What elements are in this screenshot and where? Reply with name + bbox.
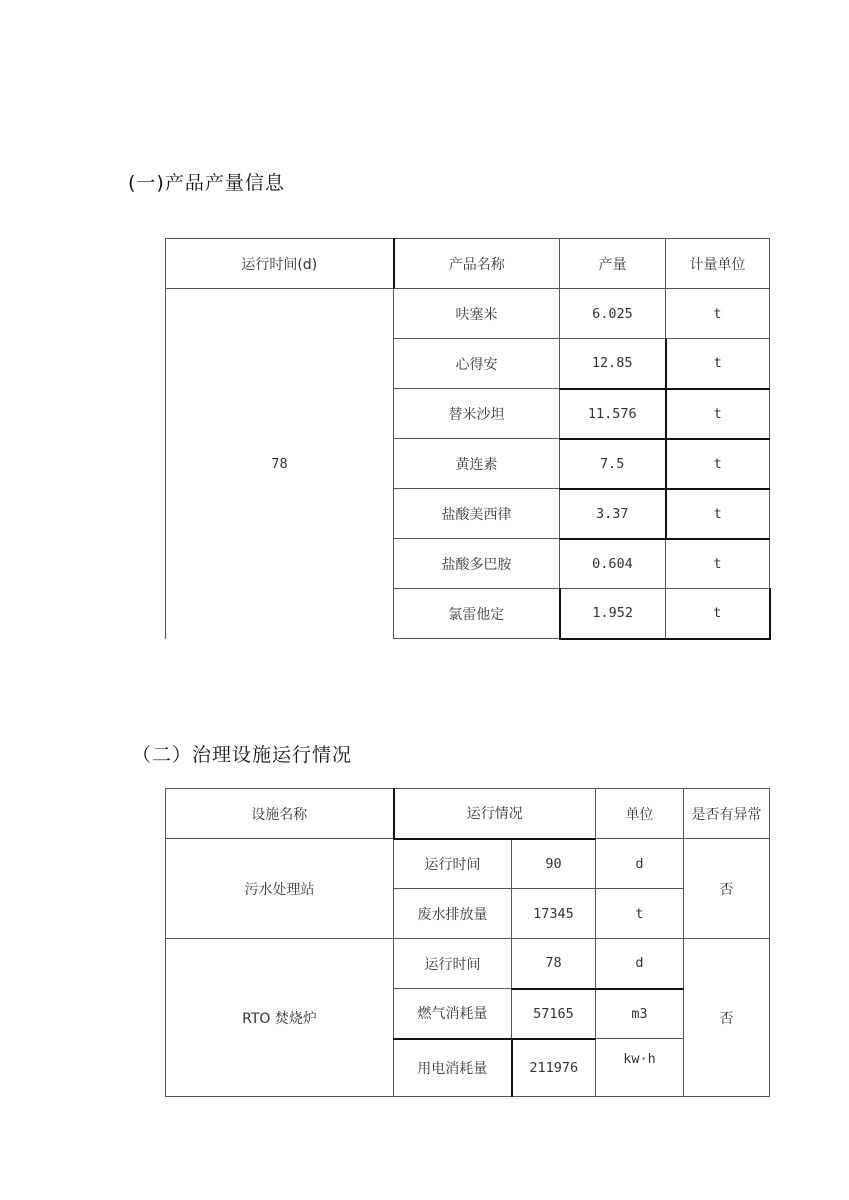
product-unit: t <box>666 389 770 439</box>
header-operation: 运行情况 <box>394 789 596 839</box>
header-facility-name: 设施名称 <box>166 789 394 839</box>
product-unit: t <box>666 539 770 589</box>
product-unit: t <box>666 589 770 639</box>
table-row <box>166 939 770 989</box>
facility-name: RTO 焚烧炉 <box>166 939 394 1097</box>
operation-label: 运行时间 <box>394 839 512 889</box>
operation-label: 燃气消耗量 <box>394 989 512 1039</box>
product-name: 心得安 <box>394 339 560 389</box>
table-row <box>166 289 770 339</box>
runtime-value: 78 <box>166 289 394 639</box>
product-name: 呋塞米 <box>394 289 560 339</box>
product-unit: t <box>666 289 770 339</box>
header-unit: 计量单位 <box>666 239 770 289</box>
abnormal-status: 否 <box>684 939 770 1097</box>
product-quantity: 3.37 <box>560 489 666 539</box>
product-output-table <box>165 238 771 640</box>
section2-title: （二）治理设施运行情况 <box>132 744 353 766</box>
header-abnormal: 是否有异常 <box>684 789 770 839</box>
operation-unit: d <box>596 939 684 989</box>
section1-title: (一)产品产量信息 <box>128 172 285 194</box>
product-name: 盐酸多巴胺 <box>394 539 560 589</box>
product-unit: t <box>666 339 770 389</box>
product-quantity: 6.025 <box>560 289 666 339</box>
header-runtime: 运行时间(d) <box>166 239 394 289</box>
product-quantity: 1.952 <box>560 589 666 639</box>
operation-unit: t <box>596 889 684 939</box>
operation-unit: d <box>596 839 684 889</box>
operation-unit: kw·h <box>596 1039 684 1097</box>
product-quantity: 11.576 <box>560 389 666 439</box>
product-name: 盐酸美西律 <box>394 489 560 539</box>
operation-unit: m3 <box>596 989 684 1039</box>
header-product-name: 产品名称 <box>394 239 560 289</box>
product-unit: t <box>666 439 770 489</box>
product-name: 氯雷他定 <box>394 589 560 639</box>
operation-value: 57165 <box>512 989 596 1039</box>
product-name: 黄连素 <box>394 439 560 489</box>
header-unit: 单位 <box>596 789 684 839</box>
operation-value: 78 <box>512 939 596 989</box>
table-header-row <box>166 789 770 839</box>
operation-value: 90 <box>512 839 596 889</box>
operation-value: 211976 <box>512 1039 596 1097</box>
facility-operation-table <box>165 788 770 1097</box>
product-name: 替米沙坦 <box>394 389 560 439</box>
product-quantity: 0.604 <box>560 539 666 589</box>
operation-label: 用电消耗量 <box>394 1039 512 1097</box>
operation-label: 废水排放量 <box>394 889 512 939</box>
product-unit: t <box>666 489 770 539</box>
abnormal-status: 否 <box>684 839 770 939</box>
table-header-row <box>166 239 770 289</box>
header-quantity: 产量 <box>560 239 666 289</box>
product-quantity: 7.5 <box>560 439 666 489</box>
table-row <box>166 839 770 889</box>
operation-label: 运行时间 <box>394 939 512 989</box>
product-quantity: 12.85 <box>560 339 666 389</box>
operation-value: 17345 <box>512 889 596 939</box>
facility-name: 污水处理站 <box>166 839 394 939</box>
